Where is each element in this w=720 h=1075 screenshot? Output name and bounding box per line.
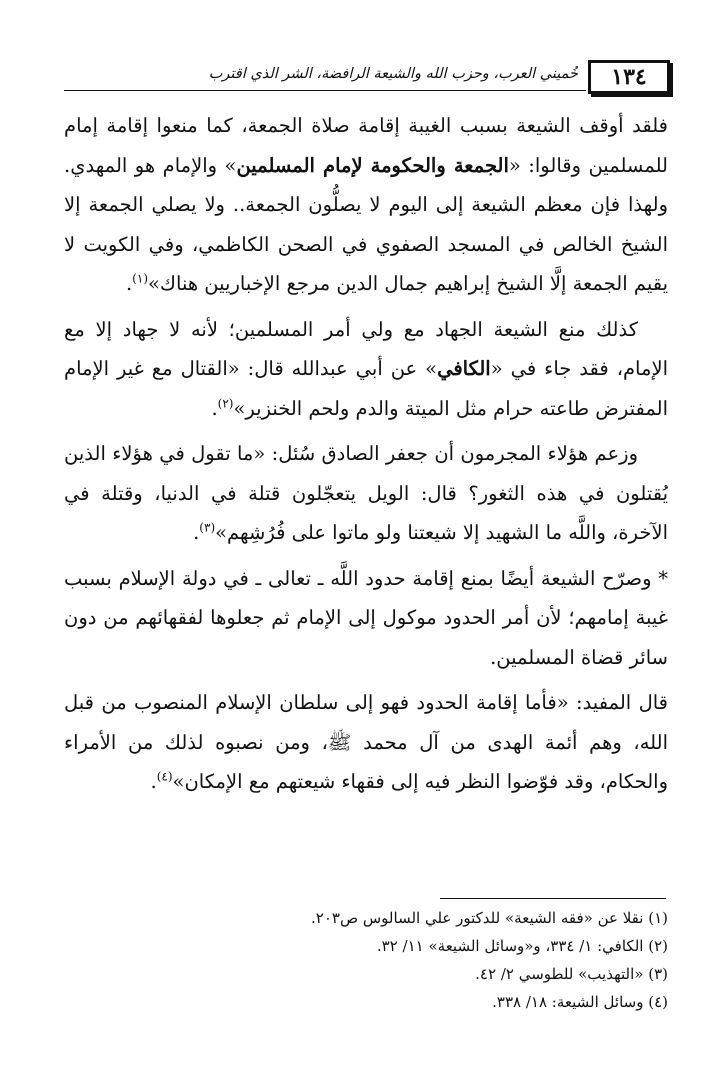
paragraph-5 xyxy=(64,683,668,802)
paragraph-1 xyxy=(64,106,668,304)
bold-book-title: الكافي xyxy=(437,357,491,380)
footnote-ref[interactable]: (٣) xyxy=(199,520,216,535)
footnote-1: (١) نقلا عن «فقه الشيعة» للدكتور علي السالوس ص٢٠٣. xyxy=(311,909,668,927)
body-text xyxy=(64,106,668,802)
text-run: فلقد أوقف الشيعة بسبب الغيبة إقامة صلاة الجمعة، كما منعوا إقامة إمام للمسلمين وقالوا: « xyxy=(64,114,668,177)
footnote-3: (٣) «التهذيب» للطوسي ٢/ ٤٢. xyxy=(475,965,668,983)
footnote-ref[interactable]: (٤) xyxy=(156,769,173,784)
paragraph-4 xyxy=(64,559,668,678)
footnote-ref[interactable]: (١) xyxy=(132,271,148,286)
text-run: . xyxy=(211,396,218,420)
text-run: » والإمام هو المهدي. ولهذا فإن معظم الشيعة إلى اليوم لا يصلُّون الجمعة.. ولا يصلي الجمعة إلا الشيخ الخالص في المسجد الصفوي في الصحن الكاظمي، وفي الكويت لا يقيم الجمعة إلَّا الشيخ إبراهيم جمال الدين مرجع الإخباريين هناك» xyxy=(64,153,668,295)
text-run: . xyxy=(193,521,200,544)
text-run: قال المفيد: «فأما إقامة الحدود فهو إلى سلطان الإسلام المنصوب من قبل الله، وهم أئمة الهدى من آل محمد ﷺ، ومن نصبوه لذلك من الأمراء والحكام، وقد فوّضوا النظر فيه إلى فقهاء شيعتهم مع الإمكان» xyxy=(64,691,668,793)
text-run: كذلك منع الشيعة الجهاد مع ولي أمر المسلمين؛ لأنه لا جهاد إلا مع الإمام، فقد جاء في « xyxy=(64,317,668,380)
text-run: * وصرّح الشيعة أيضًا بمنع إقامة حدود اللَّه ـ تعالى ـ في دولة الإسلام بسبب غيبة إمامهم؛ لأن أمر الحدود موكول إلى الإمام ثم جعلوها لفقهائهم من دون سائر قضاة المسلمين. xyxy=(64,566,668,669)
footnote-2: (٢) الكافي: ١/ ٣٣٤، و«وسائل الشيعة» ١١/ ٣٢. xyxy=(376,937,668,955)
footnote-rule xyxy=(440,898,666,899)
page-header xyxy=(64,56,670,100)
paragraph-3 xyxy=(64,434,668,553)
running-title: خُميني العرب، وحزب الله والشيعة الرافضة، الشر الذي اقترب xyxy=(208,66,578,82)
text-run: . xyxy=(125,272,133,295)
text-run: . xyxy=(150,770,157,793)
footnote-ref[interactable]: (٢) xyxy=(217,396,234,410)
footnotes xyxy=(64,904,668,1016)
bold-quote: الجمعة والحكومة لإمام المسلمين xyxy=(236,153,509,177)
header-rule xyxy=(64,90,586,91)
page-number: ١٣٤ xyxy=(588,60,670,94)
paragraph-2 xyxy=(64,310,668,429)
text-run: وزعم هؤلاء المجرمون أن جعفر الصادق سُئل: «ما تقول في هؤلاء الذين يُقتلون في هذه الثغور؟ قال: الويل يتعجّلون قتلة في الدنيا، وقتلة في الآخرة، واللَّه ما الشهيد إلا شيعتنا ولو ماتوا على فُرُشِهم» xyxy=(64,442,668,544)
text-run: » عن أبي عبدالله قال: «القتال مع غير الإمام المفترض طاعته حرام مثل الميتة والدم ولحم الخنزير» xyxy=(64,357,668,420)
footnote-4: (٤) وسائل الشيعة: ١٨/ ٣٣٨. xyxy=(492,993,668,1011)
